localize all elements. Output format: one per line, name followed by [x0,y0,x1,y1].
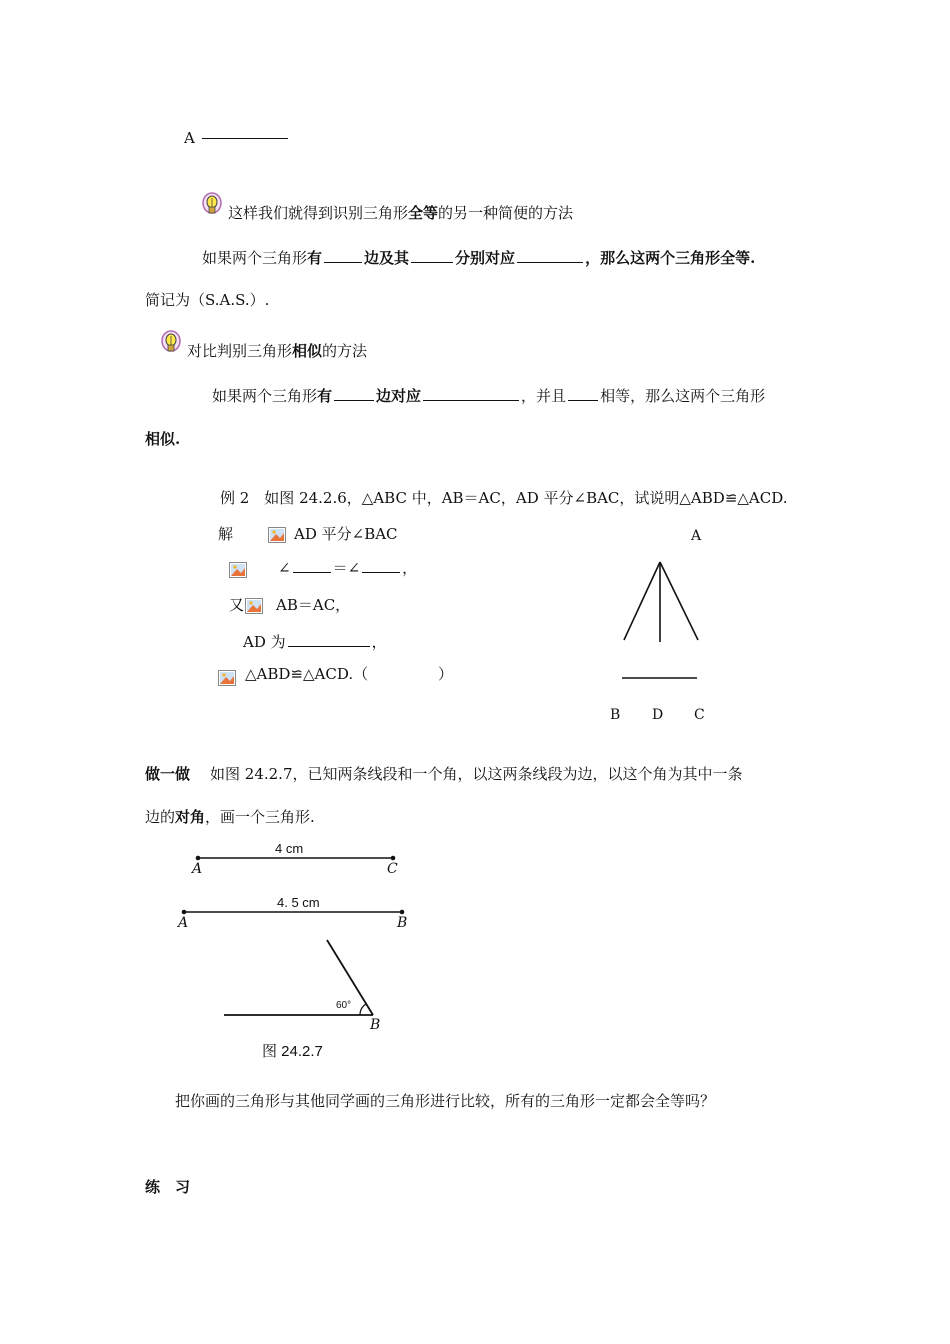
angle-symbol: ∠ [278,559,291,577]
step5-close-paren: ） [438,665,454,683]
step4-line [243,635,387,650]
figure-caption: 图 24.2.7 [262,1043,323,1060]
step3-text: AB＝AC， [276,596,351,614]
comma: ， [402,559,418,577]
rule-text: 如果两个三角形 [212,387,318,405]
rule-bold: 有 [307,249,323,267]
comparison-question: 把你画的三角形与其他同学画的三角形进行比较，所有的三角形一定都会全等吗？ [175,1092,716,1110]
step3-prefix: 又 [229,596,245,614]
fill-blank[interactable] [423,388,519,401]
step1-text: AD 平分∠BAC [294,525,398,543]
heading-text: 的另一种简便的方法 [438,204,574,222]
point-b1 [400,910,405,915]
fill-blank[interactable] [411,250,453,263]
seg1-label-a: A [192,861,203,877]
fill-blank[interactable] [362,562,400,573]
point-c [391,856,396,861]
activity-bold: 对角 [175,808,206,826]
example-title: 例 2 如图 24.2.6，△ABC 中，AB＝AC，AD 平分∠BAC，试说明△ABD≌△ACD. [220,489,788,507]
activity-paragraph-2 [145,810,315,825]
rule-bold: 边对应 [376,387,422,405]
rule-bold: 有 [317,387,333,405]
broken-image-icon [245,598,263,614]
heading-text: 对比判别三角形 [187,342,293,360]
broken-image-icon [268,527,286,543]
broken-image-icon [229,562,247,578]
rule-text: ，那么这两个三角形 [585,249,721,267]
point-a1 [196,856,201,861]
heading-bold: 全等 [408,204,439,222]
abbreviation-line: 简记为（S.A.S.）. [145,291,270,309]
fill-blank[interactable] [288,636,370,647]
section2-rule [212,388,765,404]
heading-bold: 相似 [292,342,323,360]
activity-label: 做一做 [145,765,191,783]
activity-paragraph [145,767,743,782]
seg2-length: 4. 5 cm [277,895,320,910]
triangle-figure [600,550,720,685]
vertex-label-a: A [691,528,702,544]
section1-heading [228,206,573,221]
step5-conclusion: △ABD≌△ACD.（ [245,665,369,683]
step2-line [278,561,417,576]
vertex-label-c: C [694,707,705,723]
angle-equals: ＝∠ [332,559,361,577]
point-a2 [182,910,187,915]
angle-value: 60° [336,1000,352,1011]
angle-arc [360,1004,366,1015]
rule-text: ，并且 [521,387,567,405]
section1-rule [202,250,755,266]
fill-blank[interactable] [324,250,362,263]
activity-text: ，画一个三角形. [205,808,315,826]
practice-heading: 练 习 [145,1178,191,1196]
seg1-length: 4 cm [275,841,304,856]
rule-bold: 边及其 [364,249,410,267]
rule-bold: 全等 [720,249,751,267]
rule-bold: 分别对应 [455,249,516,267]
seg2-label-b: B [397,915,408,931]
vertex-label-d: D [652,707,664,723]
seg2-label-a: A [178,915,189,931]
section2-rule-end: 相似. [145,430,181,448]
activity-text: 如图 24.2.7，已知两条线段和一个角，以这两条线段为边，以这个角为其中一条 [210,765,743,783]
broken-image-icon [218,670,236,686]
side-ab [624,562,660,640]
lightbulb-icon [160,330,182,356]
section2-heading [187,344,367,359]
seg1-label-c: C [387,861,398,877]
rule-text: . [750,249,756,267]
step4-text: AD 为 [243,633,286,651]
fill-blank[interactable] [334,388,374,401]
side-ac [660,562,698,640]
comma: ， [371,633,387,651]
fill-blank[interactable] [517,250,583,263]
top-rule-line [202,138,288,139]
rule-text: 如果两个三角形 [202,249,308,267]
heading-text: 的方法 [322,342,368,360]
solution-label: 解 [218,525,234,543]
vertex-label-b: B [610,707,621,723]
rule-text: 相等，那么这两个三角形 [600,387,766,405]
angle-vertex-b: B [370,1017,381,1033]
lightbulb-icon [201,192,223,218]
fill-blank[interactable] [568,388,598,401]
heading-text: 这样我们就得到识别三角形 [228,204,409,222]
activity-text: 边的 [145,808,176,826]
fill-blank[interactable] [293,562,331,573]
top-label: A [184,129,195,147]
